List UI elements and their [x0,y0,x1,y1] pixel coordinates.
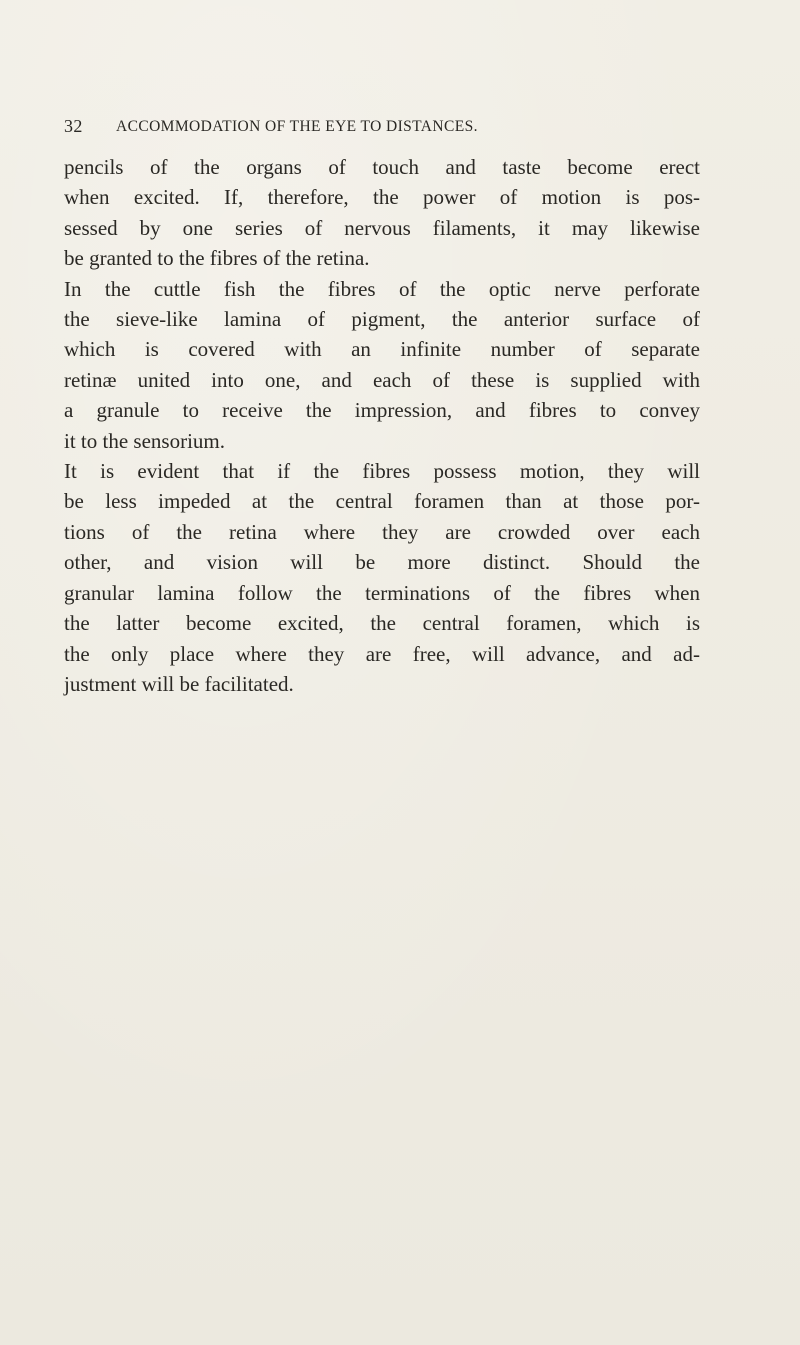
paragraph [64,152,700,274]
text-line: be less impeded at the central foramen than at those por- [64,489,700,514]
text-line: granular lamina follow the terminations of the fibres when [64,580,700,605]
text-line: justment will be facilitated. [64,671,294,696]
text-line: the only place where they are free, will advance, and ad- [64,641,700,666]
running-title: ACCOMMODATION OF THE EYE TO DISTANCES. [116,118,478,135]
paragraph [64,456,700,699]
text-line: when excited. If, therefore, the power of motion is pos- [64,185,700,210]
text-line: the sieve-like lamina of pigment, the anterior surface of [64,307,700,332]
text-line: tions of the retina where they are crowded over each [64,519,700,544]
text-line: which is covered with an infinite number of separate [64,337,700,362]
text-line: a granule to receive the impression, and fibres to convey [64,398,700,423]
paragraph [64,274,700,456]
text-line: the latter become excited, the central foramen, which is [64,611,700,636]
text-line: In the cuttle fish the fibres of the optic nerve perforate [64,276,700,301]
page-number: 32 [64,116,83,136]
text-line: it to the sensorium. [64,428,225,453]
running-head [64,116,724,142]
text-line: be granted to the fibres of the retina. [64,246,370,271]
body-text [64,152,700,699]
text-line: other, and vision will be more distinct. Should the [64,550,700,575]
text-line: pencils of the organs of touch and taste become erect [64,155,700,179]
text-line: retinæ united into one, and each of these is supplied with [64,367,700,392]
text-line: It is evident that if the fibres possess motion, they will [64,459,700,484]
text-line: sessed by one series of nervous filaments, it may likewise [64,215,700,240]
